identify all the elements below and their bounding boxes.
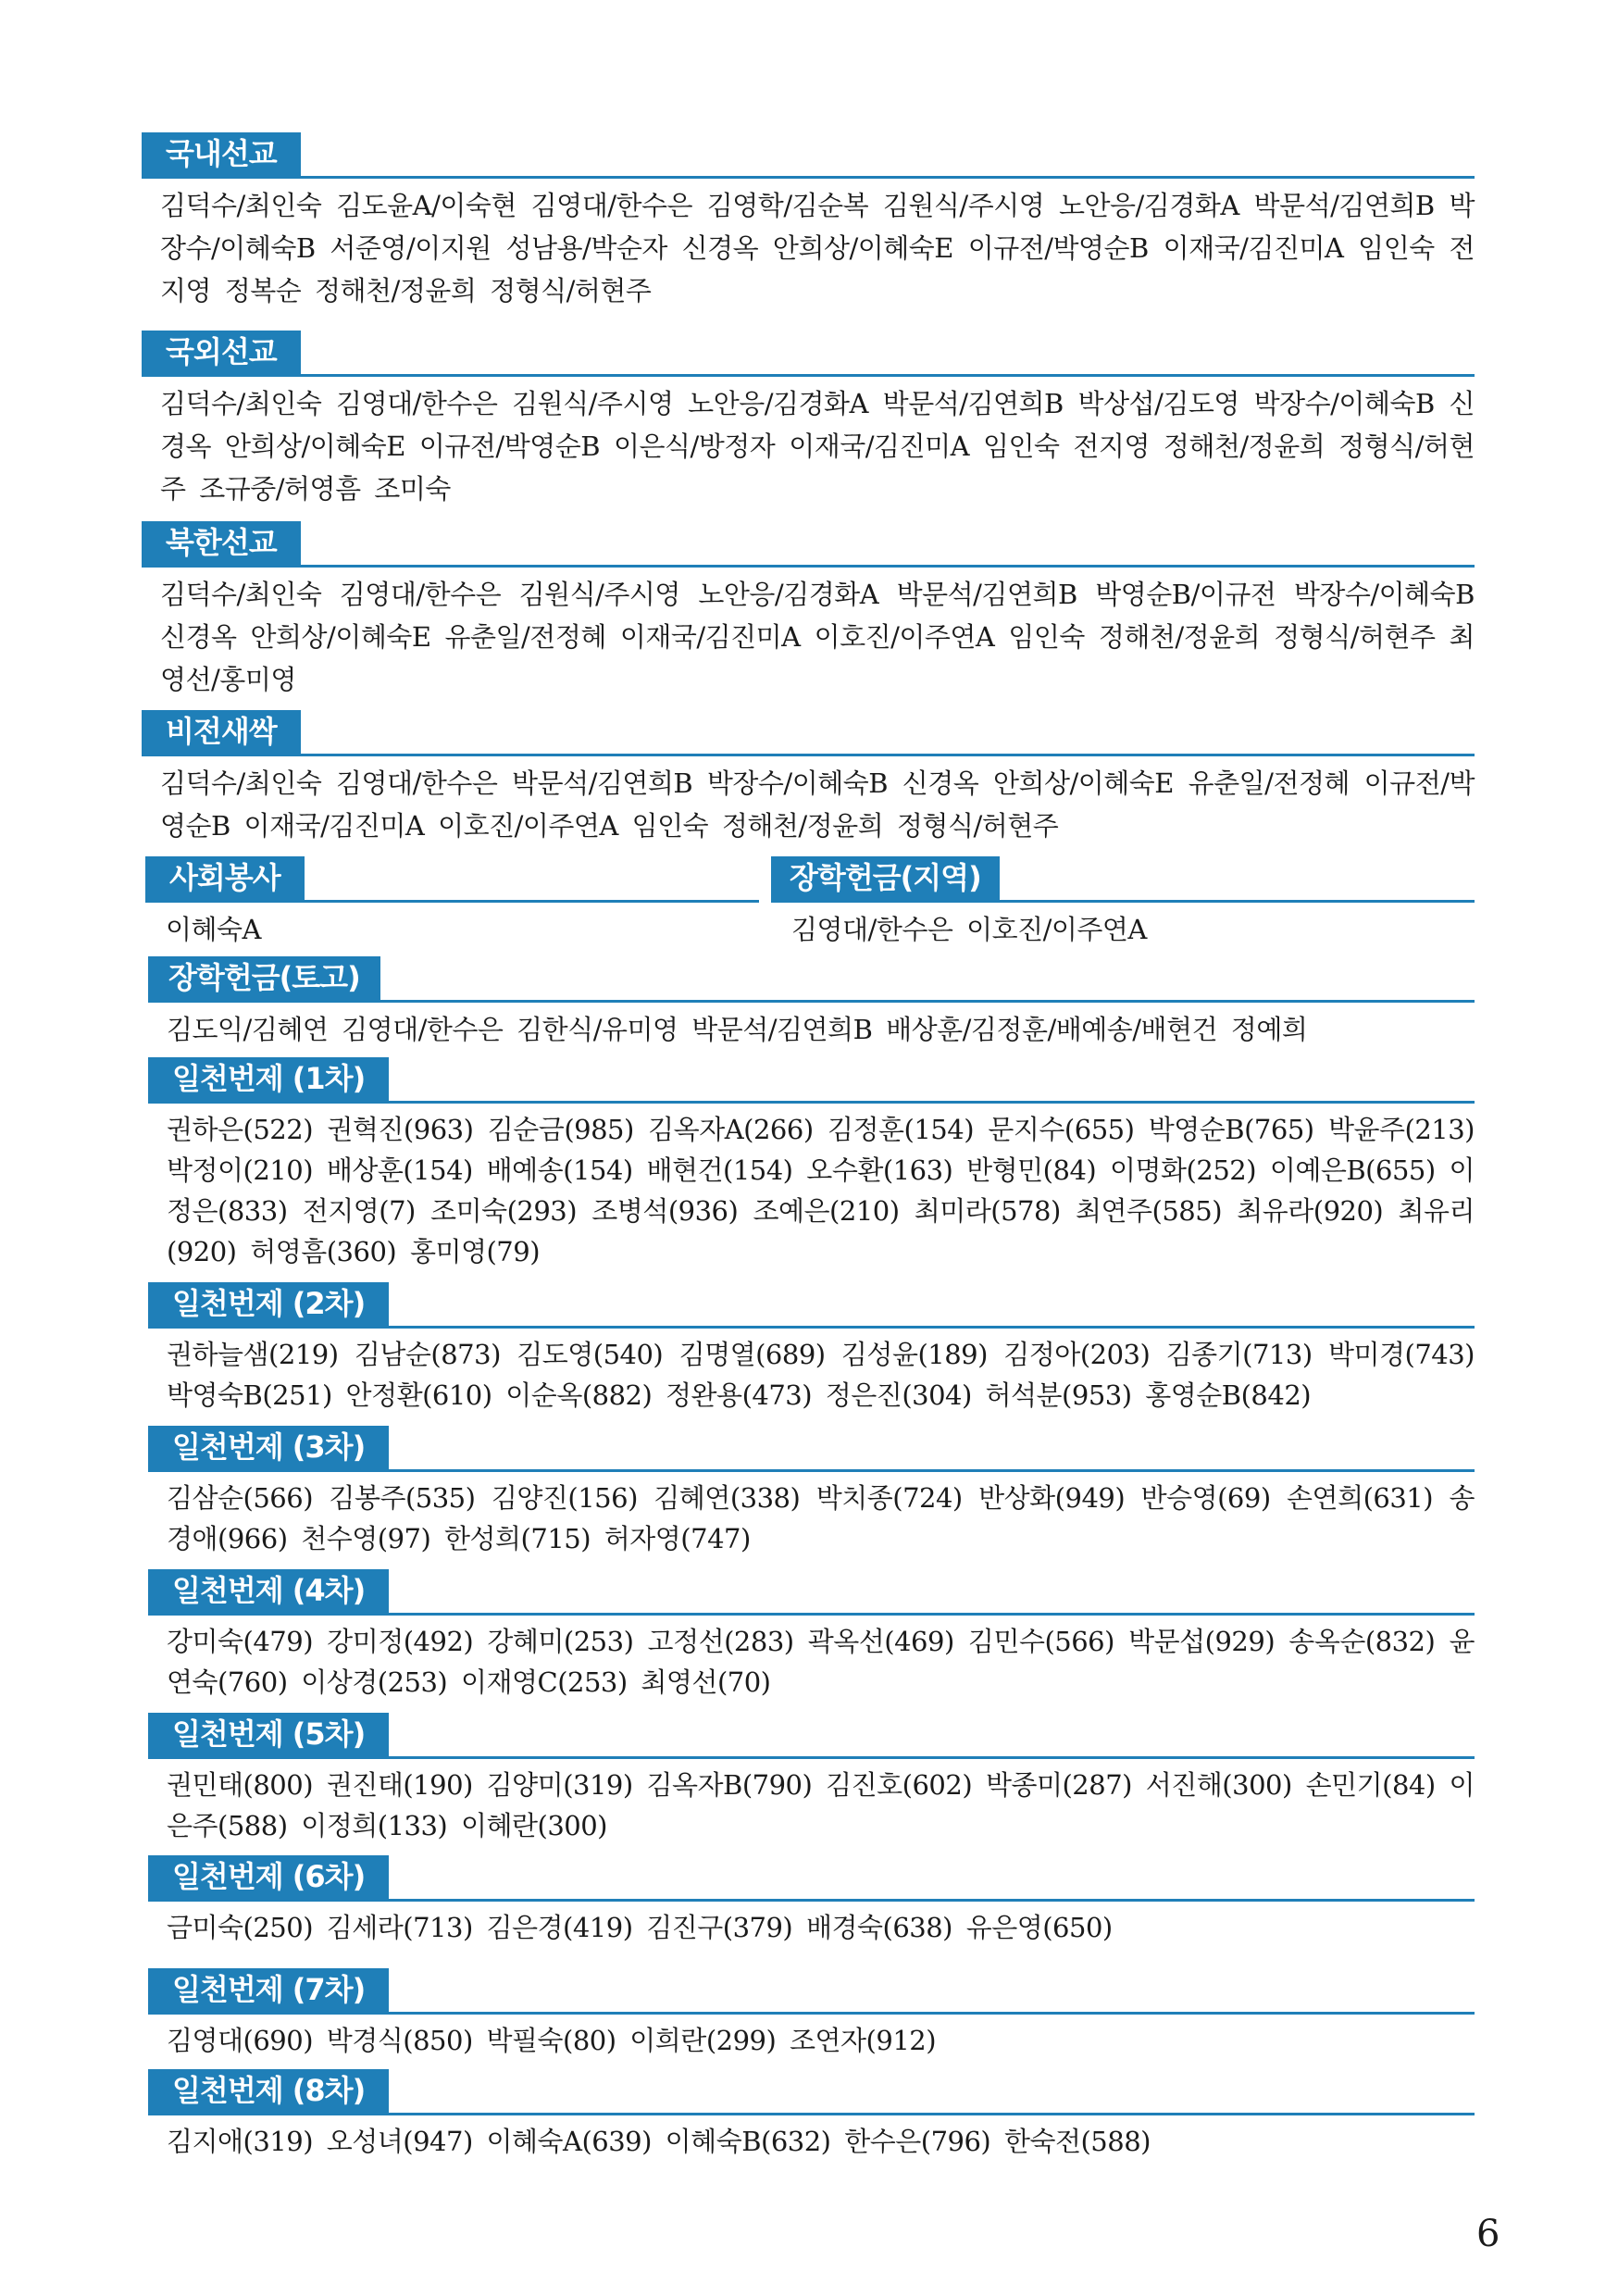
section-header bbox=[148, 1426, 1475, 1472]
section-rule bbox=[148, 1101, 1475, 1104]
section-offering-6 bbox=[148, 1855, 1475, 1948]
section-title: 국내선교 bbox=[142, 132, 301, 176]
section-body: 김덕수/최인숙 김영대/한수은 김원식/주시영 노안응/김경화A 박문석/김연희B 박상섭/김도영 박장수/이혜숙B 신경옥 안희상/이혜숙E 이규전/박영순B 이은식/방정자 이재국/김진미A 임인숙 전지영 정해천/정윤희 정형식/허현주 조규중/허영흠 조미숙 bbox=[160, 388, 1475, 505]
section-rule bbox=[142, 374, 1475, 377]
section-header bbox=[148, 1855, 1475, 1902]
section-body: 김덕수/최인숙 김영대/한수은 박문석/김연희B 박장수/이혜숙B 신경옥 안희상/이혜숙E 유춘일/전정혜 이규전/박영순B 이재국/김진미A 이호진/이주연A 임인숙 정해천/정윤희 정형식/허현주 bbox=[160, 767, 1475, 842]
section-header bbox=[145, 856, 759, 903]
section-body: 김덕수/최인숙 김도윤A/이숙현 김영대/한수은 김영학/김순복 김원식/주시영 노안응/김경화A 박문석/김연희B 박장수/이혜숙B 서준영/이지원 성남용/박순자 신경옥 안희상/이혜숙E 이규전/박영순B 이재국/김진미A 임인숙 전지영 정복순 정해천/정윤희 정형식/허현주 bbox=[160, 190, 1475, 306]
section-rule bbox=[148, 1469, 1475, 1472]
section-body: 김덕수/최인숙 김영대/한수은 김원식/주시영 노안응/김경화A 박문석/김연희B 박영순B/이규전 박장수/이혜숙B 신경옥 안희상/이혜숙E 유춘일/전정혜 이재국/김진미A 이호진/이주연A 임인숙 정해천/정윤희 정형식/허현주 최영선/홍미영 bbox=[160, 579, 1475, 695]
section-header bbox=[148, 1282, 1475, 1329]
section-rule bbox=[148, 1326, 1475, 1329]
section-body: 김지애(319) 오성녀(947) 이혜숙A(639) 이혜숙B(632) 한수은(796) 한숙전(588) bbox=[167, 2126, 1151, 2157]
section-body: 김영대(690) 박경식(850) 박필숙(80) 이희란(299) 조연자(912) bbox=[167, 2025, 937, 2056]
section-offering-8 bbox=[148, 2069, 1475, 2162]
section-title: 일천번제 (4차) bbox=[148, 1569, 389, 1613]
section-header bbox=[142, 710, 1475, 756]
section-title: 장학헌금(토고) bbox=[148, 956, 380, 1000]
section-title: 일천번제 (7차) bbox=[148, 1968, 389, 2012]
section-title: 일천번제 (1차) bbox=[148, 1057, 389, 1101]
section-body: 강미숙(479) 강미정(492) 강혜미(253) 고정선(283) 곽옥선(469) 김민수(566) 박문섭(929) 송옥순(832) 윤연숙(760) 이상경(253) 이재영C(253) 최영선(70) bbox=[167, 1626, 1475, 1698]
section-header bbox=[148, 1968, 1475, 2015]
section-title: 일천번제 (6차) bbox=[148, 1855, 389, 1899]
section-rule bbox=[148, 1000, 1475, 1003]
section-rule bbox=[145, 900, 759, 903]
section-offering-7 bbox=[148, 1968, 1475, 2061]
section-north-korea-mission bbox=[142, 521, 1475, 701]
section-rule bbox=[142, 176, 1475, 179]
section-rule bbox=[142, 754, 1475, 756]
section-body: 이혜숙A bbox=[166, 914, 261, 945]
section-rule bbox=[148, 1756, 1475, 1759]
section-body: 금미숙(250) 김세라(713) 김은경(419) 김진구(379) 배경숙(638) 유은영(650) bbox=[167, 1912, 1113, 1943]
section-rule bbox=[148, 2012, 1475, 2015]
section-vision-sprout bbox=[142, 710, 1475, 847]
section-scholarship-togo bbox=[148, 956, 1475, 1051]
section-offering-1 bbox=[148, 1057, 1475, 1272]
section-overseas-mission bbox=[142, 331, 1475, 510]
section-rule bbox=[771, 900, 1475, 903]
section-scholarship-local bbox=[771, 856, 1475, 951]
section-title: 일천번제 (8차) bbox=[148, 2069, 389, 2113]
section-header bbox=[142, 132, 1475, 179]
section-rule bbox=[148, 1899, 1475, 1902]
section-title: 국외선교 bbox=[142, 331, 301, 374]
section-body: 권하은(522) 권혁진(963) 김순금(985) 김옥자A(266) 김정훈(154) 문지수(655) 박영순B(765) 박윤주(213) 박정이(210) 배상훈(154) 배예송(154) 배현건(154) 오수환(163) 반형민(84) 이명화(252) 이예은B(655) 이정은(833) 전지영(7) 조미숙(293) 조병석(936) 조예은(210) 최미라(578) 최연주(585) 최유라(920) 최유리(920) 허영흠(360) 홍미영(79) bbox=[167, 1114, 1475, 1267]
section-social-service bbox=[145, 856, 759, 951]
section-header bbox=[148, 1713, 1475, 1759]
section-title: 일천번제 (2차) bbox=[148, 1282, 389, 1326]
section-body: 권하늘샘(219) 김남순(873) 김도영(540) 김명열(689) 김성윤(189) 김정아(203) 김종기(713) 박미경(743) 박영숙B(251) 안정환(610) 이순옥(882) 정완용(473) 정은진(304) 허석분(953) 홍영순B(842) bbox=[167, 1339, 1475, 1411]
section-title: 비전새싹 bbox=[142, 710, 301, 754]
section-title: 장학헌금(지역) bbox=[771, 856, 1000, 900]
section-header bbox=[142, 521, 1475, 568]
section-body: 김삼순(566) 김봉주(535) 김양진(156) 김혜연(338) 박치종(724) 반상화(949) 반승영(69) 손연희(631) 송경애(966) 천수영(97) 한성희(715) 허자영(747) bbox=[167, 1482, 1475, 1554]
section-header bbox=[148, 1569, 1475, 1616]
section-body: 권민태(800) 권진태(190) 김양미(319) 김옥자B(790) 김진호(602) 박종미(287) 서진해(300) 손민기(84) 이은주(588) 이정희(133) 이혜란(300) bbox=[167, 1769, 1475, 1841]
section-offering-5 bbox=[148, 1713, 1475, 1846]
section-rule bbox=[148, 2113, 1475, 2115]
section-header bbox=[771, 856, 1475, 903]
section-title: 일천번제 (3차) bbox=[148, 1426, 389, 1469]
section-header bbox=[148, 2069, 1475, 2115]
section-rule bbox=[148, 1613, 1475, 1616]
section-offering-3 bbox=[148, 1426, 1475, 1559]
section-body: 김영대/한수은 이호진/이주연A bbox=[791, 914, 1147, 945]
section-body: 김도익/김혜연 김영대/한수은 김한식/유미영 박문석/김연희B 배상훈/김정훈/배예송/배현건 정예희 bbox=[167, 1014, 1308, 1045]
section-header bbox=[148, 1057, 1475, 1104]
section-offering-4 bbox=[148, 1569, 1475, 1703]
section-offering-2 bbox=[148, 1282, 1475, 1416]
section-title: 사회봉사 bbox=[145, 856, 305, 900]
section-header bbox=[142, 331, 1475, 377]
section-domestic-mission bbox=[142, 132, 1475, 312]
section-rule bbox=[142, 565, 1475, 568]
section-header bbox=[148, 956, 1475, 1003]
page-number: 6 bbox=[1476, 2213, 1500, 2255]
section-title: 일천번제 (5차) bbox=[148, 1713, 389, 1756]
section-title: 북한선교 bbox=[142, 521, 301, 565]
